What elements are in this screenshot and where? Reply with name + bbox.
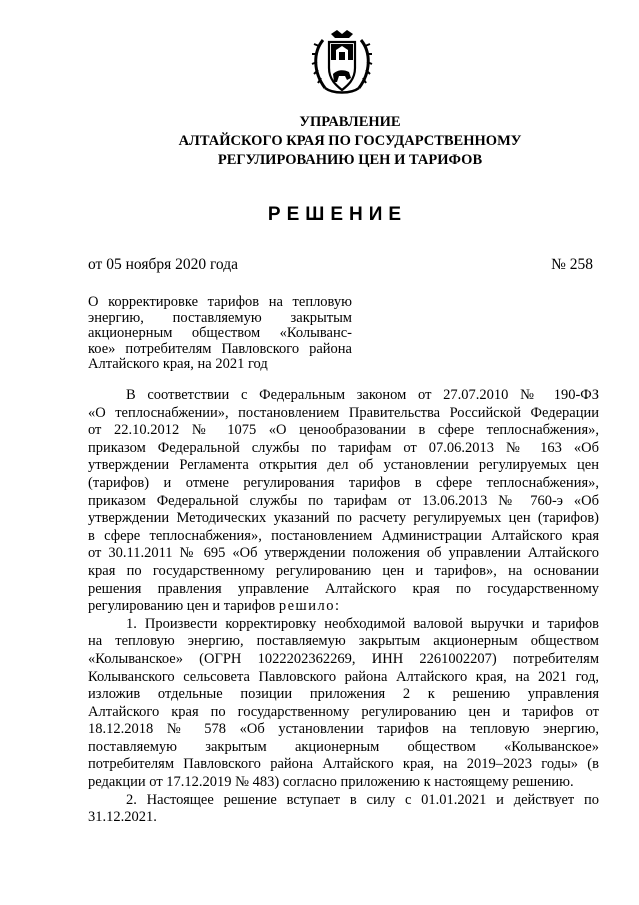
body-line: «Колыванское» (ОГРН 1022202362269, ИНН 2261002207) потребителям xyxy=(88,650,599,667)
body-text: регулированию цен и тарифов xyxy=(88,598,279,615)
body-line: (тарифов) и отмене регулирования тарифов в сфере теплоснабжения», xyxy=(88,474,599,491)
body-line: от 22.10.2012 № 1075 «О ценообразовании в сфере теплоснабжения», xyxy=(88,422,599,439)
body-line: «О теплоснабжении», постановлением Правительства Российской Федерации xyxy=(88,404,599,421)
body-line: решения правления управление Алтайского края по государственному xyxy=(88,580,599,597)
body-line: потребителям Павловского района Алтайского края, на 2019–2023 годы» (в xyxy=(88,756,599,773)
document-subject xyxy=(88,295,352,373)
body-line: от 30.11.2011 № 695 «Об утверждении положения об управлении Алтайского xyxy=(88,545,599,562)
subject-line: Алтайского края, на 2021 год xyxy=(88,356,268,372)
body-line: изложив отдельные позиции приложения 2 к решению управления xyxy=(88,686,599,703)
subject-line: кое» потребителям Павловского района xyxy=(88,340,352,357)
org-line: РЕГУЛИРОВАНИЮ ЦЕН И ТАРИФОВ xyxy=(217,152,483,168)
subject-line: энергию, поставляемую закрытым xyxy=(88,309,352,326)
body-line: приказом Федеральной службы по тарифам от 07.06.2013 № 163 «Об xyxy=(88,439,599,456)
body-line: Колыванского сельсовета Павловского района Алтайского края, на 2021 год, xyxy=(88,668,599,685)
org-line: АЛТАЙСКОГО КРАЯ ПО ГОСУДАРСТВЕННОМУ xyxy=(178,133,522,149)
body-line: Алтайского края по государственному регулированию цен и тарифов от xyxy=(88,703,599,720)
subject-line: О корректировке тарифов на тепловую xyxy=(88,294,352,310)
document-date: от 05 ноября 2020 года xyxy=(88,256,239,273)
body-line: на тепловую энергию, поставляемую закрытым акционерным обществом xyxy=(88,633,599,650)
body-line: 2. Настоящее решение вступает в силу с 01.01.2021 и действует по xyxy=(126,791,599,808)
decision-word: решило xyxy=(278,598,335,615)
body-line: приказом Федеральной службы по тарифам от 13.06.2013 № 760-э «Об xyxy=(88,492,599,509)
body-line: в сфере теплоснабжения», постановлением Администрации Алтайского края xyxy=(88,527,599,544)
body-line xyxy=(88,598,599,616)
org-line: УПРАВЛЕНИЕ xyxy=(299,114,401,130)
body-line: 1. Произвести корректировку необходимой валовой выручки и тарифов xyxy=(126,615,599,632)
body-line: утверждении Методических указаний по расчету регулируемых цен (тарифов) xyxy=(88,510,599,527)
body-line: 31.12.2021. xyxy=(88,809,157,826)
coat-of-arms-icon xyxy=(309,28,375,98)
body-line: 18.12.2018 № 578 «Об установлении тарифов на тепловую энергию, xyxy=(88,721,599,738)
subject-line: акционерным обществом «Колыванс- xyxy=(88,325,352,341)
document-type-title: РЕШЕНИЕ xyxy=(267,204,408,225)
body-text: : xyxy=(334,598,339,615)
body-line: В соответствии с Федеральным законом от 27.07.2010 № 190-ФЗ xyxy=(126,387,599,403)
body-line: утверждении Регламента открытия дел об установлении регулируемых цен xyxy=(88,457,599,474)
organization-name xyxy=(150,113,550,170)
body-line: редакции от 17.12.2019 № 483) согласно приложению к настоящему решению. xyxy=(88,774,574,791)
body-line: края по государственному регулированию цен и тарифов», на основании xyxy=(88,562,599,579)
document-body xyxy=(88,387,599,827)
document-number: № 258 xyxy=(551,256,593,273)
body-line: поставляемую закрытым акционерным обществом «Колыванское» xyxy=(88,738,599,755)
